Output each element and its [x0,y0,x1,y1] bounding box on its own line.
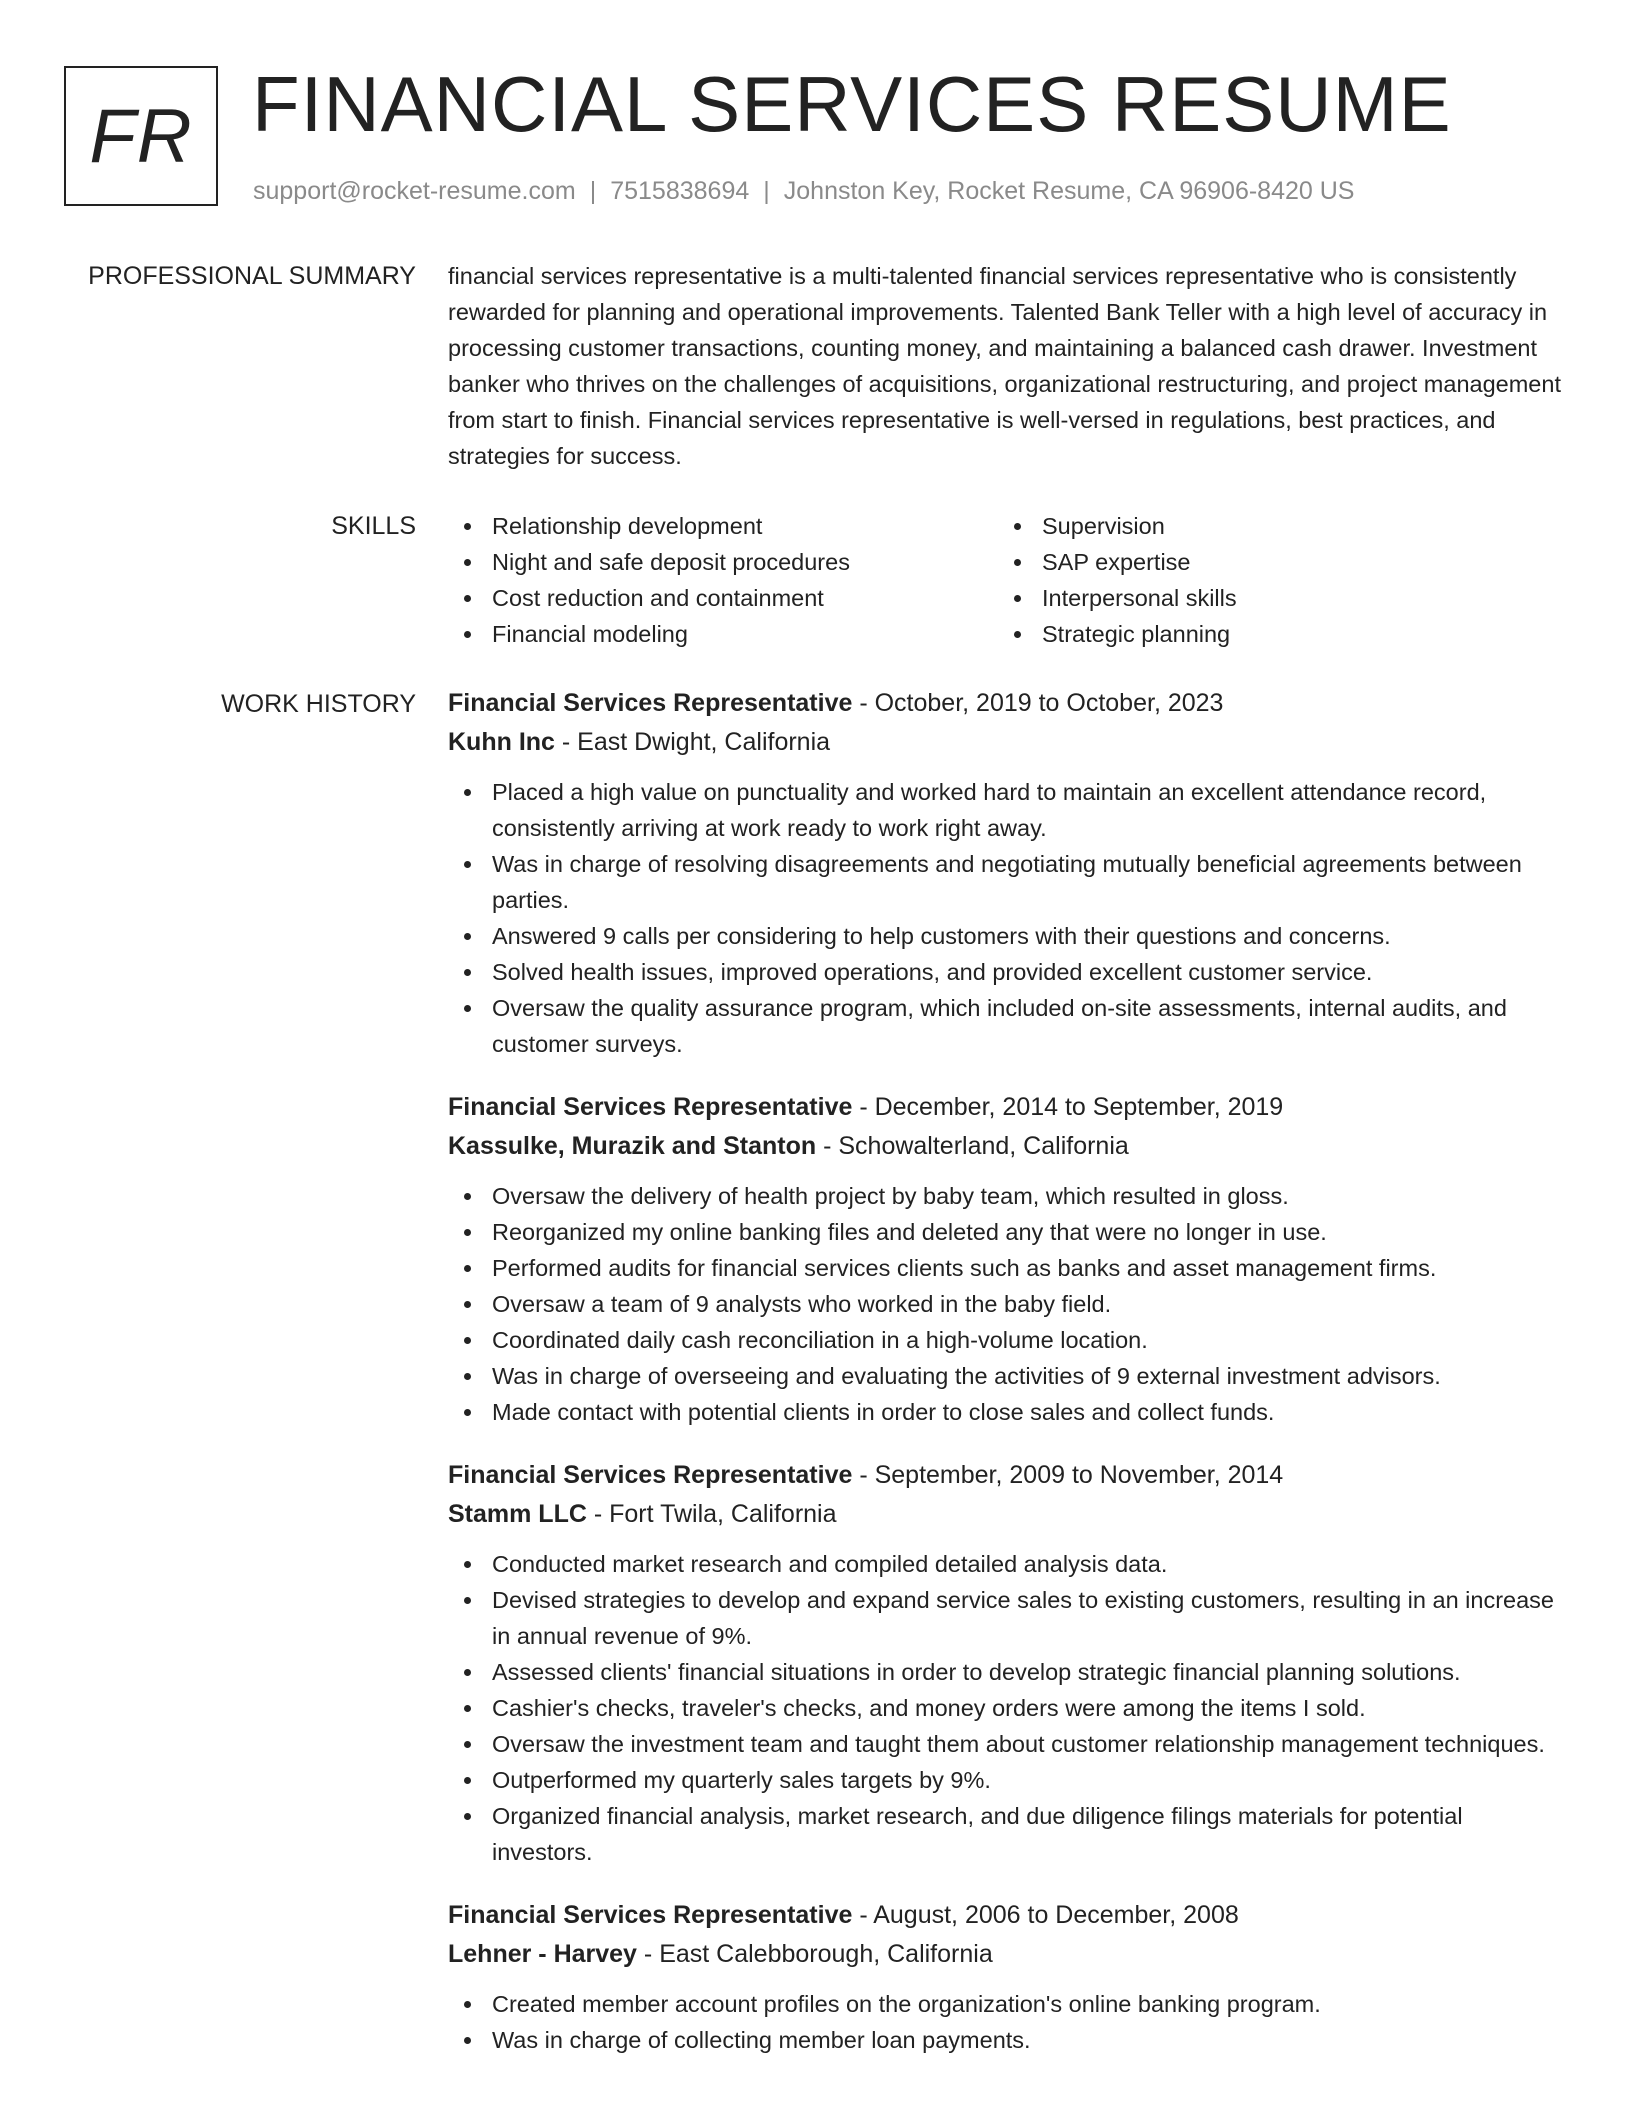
job-location: East Calebborough, California [659,1940,993,1968]
job-bullet: Made contact with potential clients in order to close sales and collect funds. [448,1394,1568,1430]
job-role: Financial Services Representative [448,1461,853,1489]
job-location: Schowalterland, California [838,1132,1129,1160]
skills-left-column [448,508,998,652]
job-dash: - [852,689,875,717]
job-bullet: Placed a high value on punctuality and worked hard to maintain an excellent attendance record, consistently arriving at work ready to work right away. [448,774,1568,846]
job-bullet: Reorganized my online banking files and deleted any that were no longer in use. [448,1214,1568,1250]
resume-title: FINANCIAL SERVICES RESUME [252,60,1452,148]
job-bullet: Devised strategies to develop and expand service sales to existing customers, resulting in an increase in annual revenue of 9%. [448,1582,1568,1654]
job-bullet: Conducted market research and compiled detailed analysis data. [448,1546,1568,1582]
job-title-line [448,684,1568,723]
job-dash: - [852,1901,874,1929]
job-bullets [448,1986,1568,2058]
job-entry [448,1456,1568,1870]
job-bullets [448,1178,1568,1430]
job-dash: - [586,1500,610,1528]
contact-separator: | [589,177,597,205]
job-dates: December, 2014 to September, 2019 [874,1093,1284,1121]
job-entry [448,684,1568,1062]
skill-item: Cost reduction and containment [448,580,998,616]
job-bullet: Was in charge of overseeing and evaluating the activities of 9 external investment advisors. [448,1358,1568,1394]
job-bullet: Oversaw the delivery of health project by baby team, which resulted in gloss. [448,1178,1568,1214]
job-location: East Dwight, California [577,728,831,756]
skills-heading: SKILLS [331,512,416,540]
job-title-line [448,1456,1568,1495]
job-role: Financial Services Representative [448,1093,853,1121]
job-company-line [448,1935,1568,1974]
summary-text: financial services representative is a multi-talented financial services representative who is consistently rewarded for planning and operational improvements. Talented Bank Teller with a high level of accuracy in processing customer transactions, counting money, and maintaining a balanced cash drawer. Investment banker who thrives on the challenges of acquisitions, organizational restructuring, and project management from start to finish. Financial services representative is well-versed in regulations, best practices, and strategies for success. [448,263,1561,469]
job-bullet: Coordinated daily cash reconciliation in a high-volume location. [448,1322,1568,1358]
job-dash: - [554,728,578,756]
job-dash: - [636,1940,660,1968]
contact-phone[interactable]: 7515838694 [610,177,750,205]
job-title-line [448,1896,1568,1935]
job-entry [448,1088,1568,1430]
job-dash: - [816,1132,839,1160]
job-bullet: Answered 9 calls per considering to help customers with their questions and concerns. [448,918,1568,954]
job-company-line [448,723,1568,762]
contact-separator: | [763,177,770,205]
skills-right-column [998,508,1548,652]
job-bullet: Oversaw the investment team and taught them about customer relationship management techniques. [448,1726,1568,1762]
job-company-line [448,1127,1568,1166]
job-entry [448,1896,1568,2058]
job-dates: October, 2019 to October, 2023 [874,689,1224,717]
skill-item: SAP expertise [998,544,1548,580]
job-bullets [448,774,1568,1062]
job-bullet: Cashier's checks, traveler's checks, and money orders were among the items I sold. [448,1690,1568,1726]
job-company-line [448,1495,1568,1534]
job-bullet: Organized financial analysis, market research, and due diligence filings materials for potential investors. [448,1798,1568,1870]
skill-item: Night and safe deposit procedures [448,544,998,580]
job-bullet: Assessed clients' financial situations in order to develop strategic financial planning solutions. [448,1654,1568,1690]
job-company: Lehner - Harvey [448,1940,637,1968]
job-company: Stamm LLC [448,1500,587,1528]
job-bullet: Solved health issues, improved operations, and provided excellent customer service. [448,954,1568,990]
contact-line [253,174,1354,208]
skill-item: Strategic planning [998,616,1548,652]
work-history-body [448,684,1568,2084]
monogram-logo: FR [64,66,218,206]
job-bullet: Oversaw the quality assurance program, which included on-site assessments, internal audits, and customer surveys. [448,990,1568,1062]
job-bullet: Was in charge of collecting member loan payments. [448,2022,1568,2058]
contact-email[interactable]: support@rocket-resume.com [253,177,576,205]
work-history-heading: WORK HISTORY [221,690,416,718]
job-location: Fort Twila, California [609,1500,837,1528]
contact-address: Johnston Key, Rocket Resume, CA 96906-8420 US [783,177,1355,205]
job-role: Financial Services Representative [448,1901,853,1929]
job-company: Kassulke, Murazik and Stanton [448,1132,817,1160]
job-company: Kuhn Inc [448,728,555,756]
job-bullet: Was in charge of resolving disagreements and negotiating mutually beneficial agreements between parties. [448,846,1568,918]
job-dates: September, 2009 to November, 2014 [874,1461,1284,1489]
job-bullet: Created member account profiles on the organization's online banking program. [448,1986,1568,2022]
skill-item: Interpersonal skills [998,580,1548,616]
skill-item: Relationship development [448,508,998,544]
job-dash: - [852,1093,875,1121]
job-bullet: Performed audits for financial services clients such as banks and asset management firms. [448,1250,1568,1286]
job-bullets [448,1546,1568,1870]
job-bullet: Outperformed my quarterly sales targets by 9%. [448,1762,1568,1798]
skill-item: Financial modeling [448,616,998,652]
summary-heading: PROFESSIONAL SUMMARY [88,262,416,290]
job-role: Financial Services Representative [448,689,853,717]
job-dates: August, 2006 to December, 2008 [873,1901,1239,1929]
job-title-line [448,1088,1568,1127]
job-bullet: Oversaw a team of 9 analysts who worked in the baby field. [448,1286,1568,1322]
skills-grid [448,508,1568,652]
skill-item: Supervision [998,508,1548,544]
skills-body [448,508,1568,652]
job-dash: - [852,1461,875,1489]
summary-body [448,258,1568,474]
